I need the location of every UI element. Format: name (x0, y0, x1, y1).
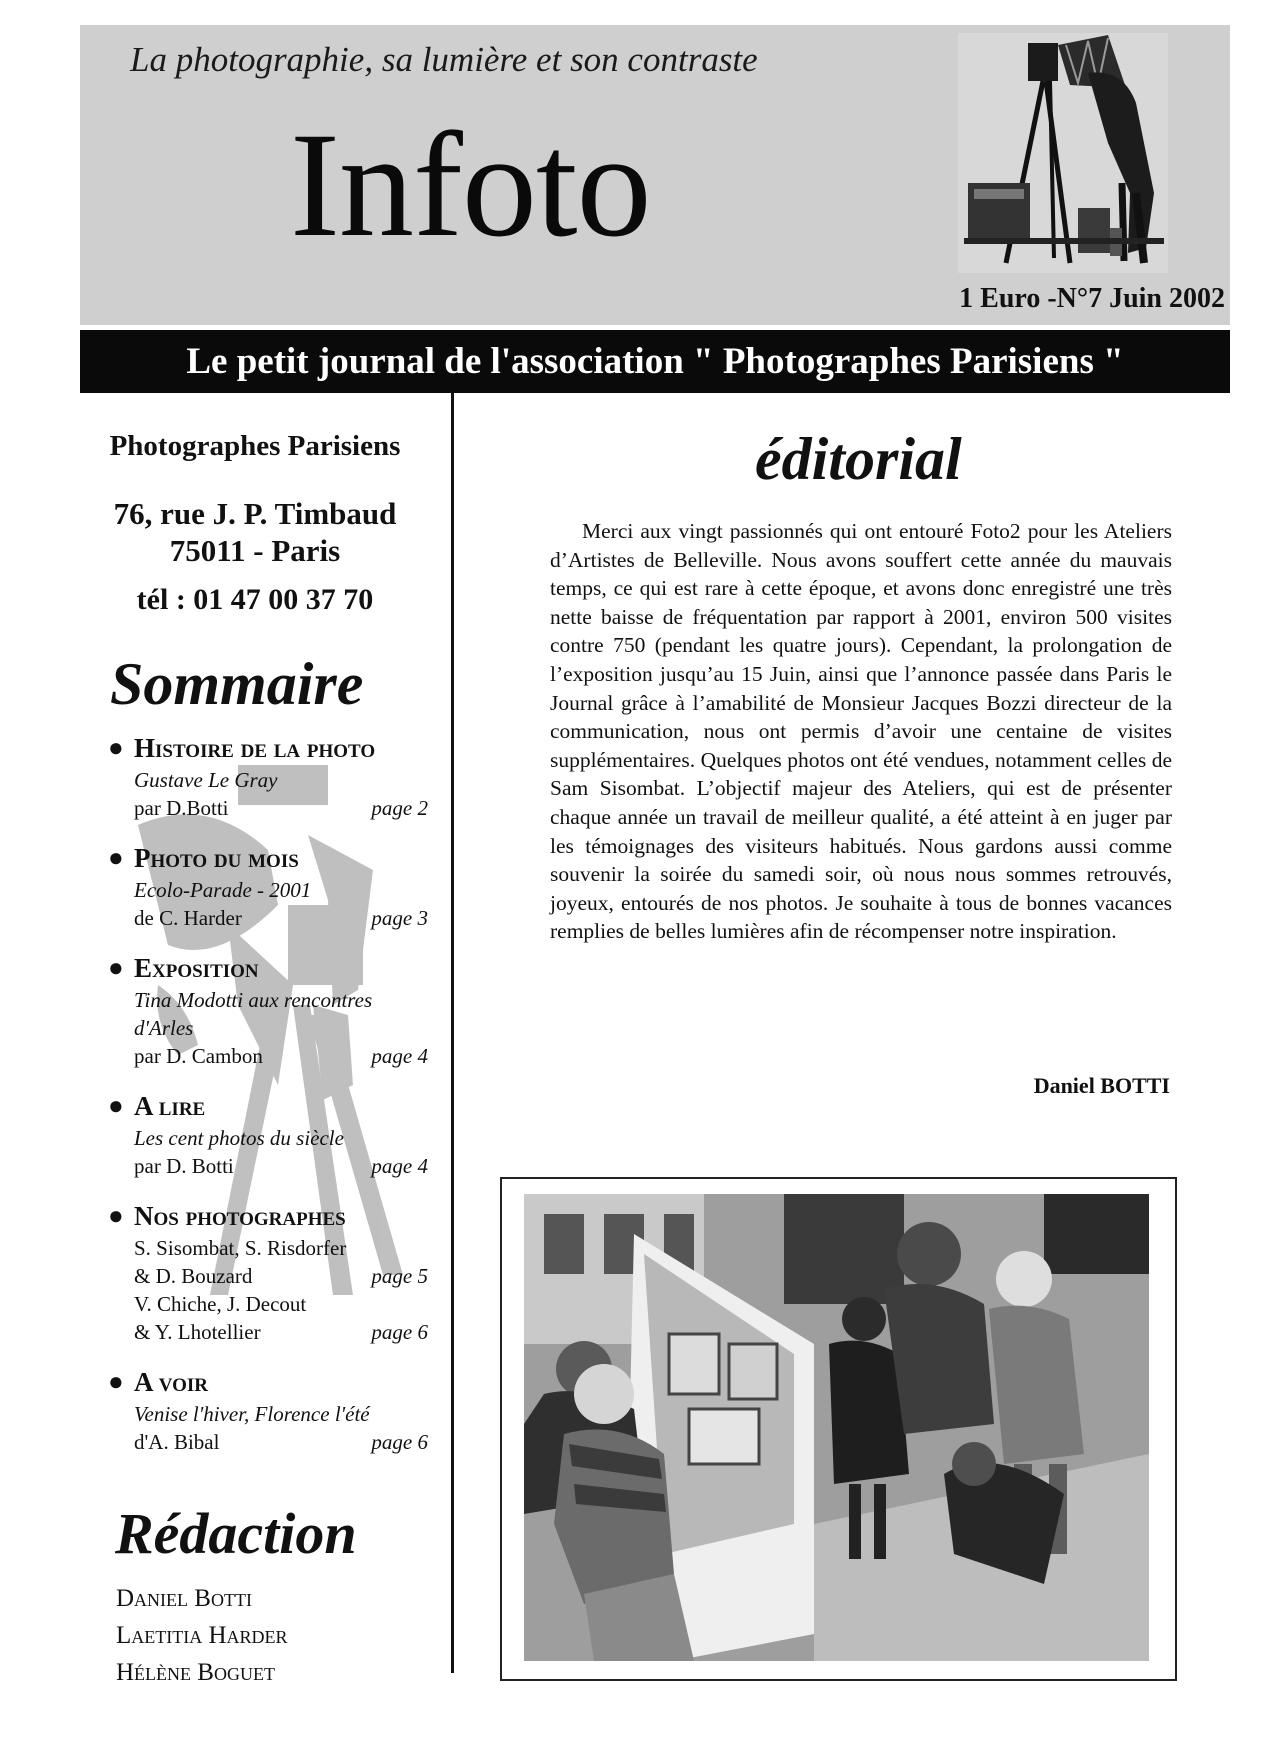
toc-article-title: Tina Modotti aux rencontres (134, 988, 373, 1012)
tagline: La photographie, sa lumière et son contraste (130, 40, 758, 79)
toc-photographers-line (134, 1318, 428, 1346)
toc-page-number: page 6 (371, 1320, 428, 1344)
toc-author-line (134, 904, 428, 932)
toc-item-a-lire[interactable] (108, 1088, 428, 1180)
toc-article-title: Ecolo-Parade - 2001 (134, 878, 312, 902)
association-name: Photographes Parisiens (109, 430, 401, 462)
staff-name: Laetitia Harder (116, 1622, 288, 1649)
toc-page-number: page 3 (371, 906, 428, 930)
toc-page-number: page 5 (371, 1264, 428, 1288)
bullet-icon: ● (108, 1201, 124, 1230)
toc-page-number: page 6 (371, 1430, 428, 1454)
toc-item-nos-photographes[interactable] (108, 1198, 428, 1346)
address-city: 75011 - Paris (169, 533, 341, 568)
toc-article-title: Gustave Le Gray (134, 768, 278, 792)
toc-author-line (134, 1152, 428, 1180)
toc-section-title: Photo du mois (134, 843, 299, 873)
toc-author: d'A. Bibal (134, 1430, 220, 1454)
toc-photographers-line: V. Chiche, J. Decout (134, 1292, 307, 1316)
editorial-body: Merci aux vingt passionnés qui ont entouré Foto2 pour les Ateliers d’Artistes de Belleville. Nous avons souffert cette année du mauvais temps, ce qui est rare à cette époque, et avons donc enregistré une très nette baisse de fréquentation par rapport à 2001, environ 500 visites contre 750 (pendant les quatre jours). Cependant, la prolongation de l’exposition jusqu’au 15 Juin, ainsi que l’annonce passée dans Paris le Journal grâce à l’amabilité de Monsieur Jacques Bozzi directeur de la communication, nous ont permis d’avoir une centaine de visites supplémentaires. Quelques photos ont été vendues, notamment celles de Sam Sisombat. L’objectif majeur des Ateliers, qui est de présenter chaque année un travail de meilleur qualité, a été atteint à en juger par les témoignages des visiteurs habitués. Nous gardons aussi comme souvenir la soirée du samedi soir, où nous nous sommes retrouvés, joyeux, entourés de nos photos. Je souhaite à tous de bonnes vacances remplies de belles lumières afin de récompenser notre inspiration. (550, 519, 1172, 944)
toc-article-title: Les cent photos du siècle (134, 1126, 344, 1150)
bullet-icon: ● (108, 843, 124, 872)
toc-item-histoire[interactable] (108, 730, 428, 822)
toc-author-line (134, 1042, 428, 1070)
toc-photographers-line: S. Sisombat, S. Risdorfer (134, 1236, 347, 1260)
column-divider (451, 393, 454, 1673)
camera-on-tripod-engraving-icon (958, 33, 1168, 273)
toc-item-exposition[interactable] (108, 950, 428, 1070)
staff-name: Hélène Boguet (116, 1659, 275, 1686)
journal-title: Infoto (290, 102, 651, 268)
toc-author: par D.Botti (134, 796, 229, 820)
editorial-staff-list (116, 1580, 288, 1691)
toc-item-photo-du-mois[interactable] (108, 840, 428, 932)
address (80, 495, 430, 569)
toc-photographers-line (134, 1262, 428, 1290)
toc-page-number: page 2 (371, 796, 428, 820)
street-scene-photo-icon (524, 1194, 1149, 1661)
address-street: 76, rue J. P. Timbaud (113, 496, 397, 531)
toc-author: par D. Cambon (134, 1044, 263, 1068)
subtitle-banner: Le petit journal de l'association " Photographes Parisiens " (80, 330, 1230, 393)
toc-photographers: & Y. Lhotellier (134, 1320, 261, 1344)
toc-page-number: page 4 (371, 1044, 428, 1068)
toc-section-title: A voir (134, 1367, 208, 1397)
toc-section-title: Exposition (134, 953, 259, 983)
toc-item-a-voir[interactable] (108, 1364, 428, 1456)
toc-author: par D. Botti (134, 1154, 234, 1178)
editorial-author: Daniel BOTTI (1033, 1073, 1170, 1098)
staff-name: Daniel Botti (116, 1585, 252, 1612)
toc-article-title: Venise l'hiver, Florence l'été (134, 1402, 370, 1426)
toc-section-title: A lire (134, 1091, 206, 1121)
table-of-contents (108, 730, 428, 1474)
bullet-icon: ● (108, 1091, 124, 1120)
bullet-icon: ● (108, 1367, 124, 1396)
bullet-icon: ● (108, 733, 124, 762)
toc-page-number: page 4 (371, 1154, 428, 1178)
toc-section-title: Nos photographes (134, 1201, 346, 1231)
toc-author-line (134, 1428, 428, 1456)
toc-author: de C. Harder (134, 906, 242, 930)
editorial-heading: éditorial (755, 426, 962, 492)
redaction-heading: Rédaction (115, 1501, 357, 1566)
bullet-icon: ● (108, 953, 124, 982)
toc-article-title-continued: d'Arles (134, 1016, 194, 1040)
toc-section-title: Histoire de la photo (134, 733, 376, 763)
sommaire-heading: Sommaire (110, 651, 364, 717)
toc-photographers: & D. Bouzard (134, 1264, 253, 1288)
toc-author-line (134, 794, 428, 822)
phone-number: tél : 01 47 00 37 70 (136, 583, 374, 616)
issue-info: 1 Euro -N°7 Juin 2002 (959, 283, 1225, 314)
